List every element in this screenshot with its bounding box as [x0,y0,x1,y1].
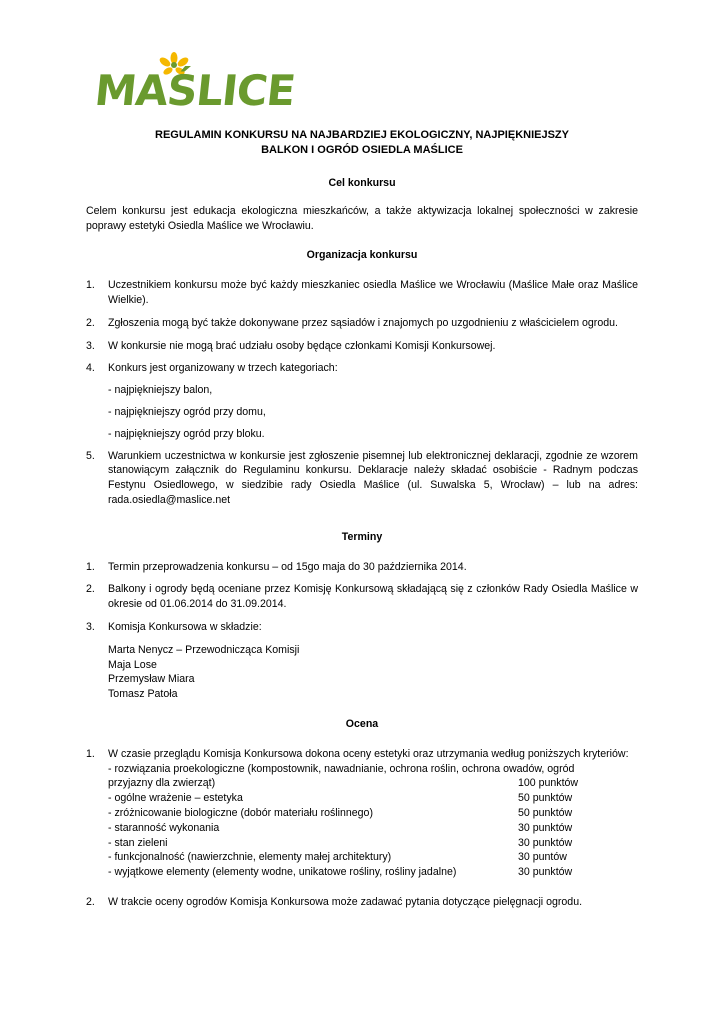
criterion-label: - wyjątkowe elementy (elementy wodne, unikatowe rośliny, rośliny jadalne) [108,866,457,879]
list-item-text: Warunkiem uczestnictwa w konkursie jest zgłoszenie pisemnej lub elektronicznej deklaracji, zgodnie ze wzorem stanowiącym załącznik do Regulaminu konkursu. Deklaracje należy składać osobiście - Radnym podczas Festynu Osiedlowego, w siedzibie rady Osiedla Maślice (ul. Suwalska 5, Wrocław) – lub na adres: rada.osiedla@maslice.net [108,449,638,506]
list-item [86,339,638,354]
criterion-points: 50 punktów [518,806,573,819]
criterion-label: - stan zieleni [108,836,168,849]
document-title-line2: BALKON I OGRÓD OSIEDLA MAŚLICE [261,144,463,156]
list-number: 2. [86,895,95,908]
criterion-label: - staranność wykonania [108,821,220,834]
list-item-text: W czasie przeglądu Komisja Konkursowa dokona oceny estetyki oraz utrzymania według poniższych kryteriów: [108,747,629,760]
criterion-points: 30 punktów [518,836,573,849]
criterion-points: 30 punktów [518,821,573,834]
list-item [86,361,638,441]
list-number: 1. [86,560,95,573]
list-item-text: W trakcie oceny ogrodów Komisja Konkursowa może zadawać pytania dotyczące pielęgnacji ogrodu. [108,895,583,908]
criterion-points: 50 punktów [518,792,573,805]
terminy-list [86,560,638,702]
criterion-label: - ogólne wrażenie – estetyka [108,792,243,805]
organizacja-list [86,278,638,508]
logo-text: MAŚLICE [92,66,298,115]
list-item-text: Komisja Konkursowa w składzie: [108,620,262,633]
criterion-line: - rozwiązania proekologiczne (kompostownik, nawadnianie, ochrona roślin, ochrona owadów, ogród [108,762,575,775]
list-item [86,582,638,612]
list-number: 4. [86,362,95,375]
section-heading-terminy: Terminy [341,530,383,543]
list-item-text: Termin przeprowadzenia konkursu – od 15go maja do 30 października 2014. [108,560,467,573]
criterion-points: 100 punktów [518,777,579,790]
list-item [86,895,638,910]
category-item: - najpiękniejszy ogród przy domu, [108,405,266,418]
criterion-row [108,821,638,836]
category-item: - najpiękniejszy ogród przy bloku. [108,427,265,440]
list-item-text: Balkony i ogrody będą oceniane przez Komisję Konkursową składającą się z członków Rady Osiedla Maślice w okresie od 01.06.2014 do 31.09.2014. [108,583,638,611]
list-item [86,278,638,308]
category-item: - najpiękniejszy balon, [108,384,213,397]
list-item [86,747,638,880]
member-name: Przemysław Miara [108,673,195,686]
list-item [86,560,638,575]
maslice-logo [92,52,298,124]
list-item-text: Zgłoszenia mogą być także dokonywane przez sąsiadów i znajomych po uzgodnieniu z właścicielem ogrodu. [108,316,618,329]
list-item [86,316,638,331]
criterion-row [108,806,638,821]
commission-members [108,643,638,702]
list-number: 2. [86,583,95,596]
list-item [86,449,638,508]
criterion-label: - zróżnicowanie biologiczne (dobór materiału roślinnego) [108,806,373,819]
list-number: 3. [86,620,95,633]
list-item-text: Konkurs jest organizowany w trzech kategoriach: [108,362,338,375]
document-title-line1: REGULAMIN KONKURSU NA NAJBARDZIEJ EKOLOGICZNY, NAJPIĘKNIEJSZY [155,129,569,141]
list-item-text: Uczestnikiem konkursu może być każdy mieszkaniec osiedla Maślice we Wrocławiu (Maślice Małe oraz Maślice Wielkie). [108,279,638,306]
criterion-label: przyjazny dla zwierząt) [108,777,216,790]
list-item-text: W konkursie nie mogą brać udziału osoby będące członkami Komisji Konkursowej. [108,339,496,352]
list-number: 2. [86,316,95,329]
member-name: Maja Lose [108,658,157,671]
ocena-list [86,747,638,910]
list-number: 1. [86,747,95,760]
member-name: Marta Nenycz – Przewodnicząca Komisji [108,643,300,656]
criterion-points: 30 puntów [518,851,567,864]
section-heading-ocena: Ocena [345,717,379,730]
list-number: 1. [86,279,95,292]
criterion-row [108,836,638,851]
criterion-label: - funkcjonalność (nawierzchnie, elementy małej architektury) [108,851,392,864]
cel-paragraph: Celem konkursu jest edukacja ekologiczna mieszkańców, a także aktywizacja lokalnej społeczności w zakresie poprawy estetyki Osiedla Maślice we Wrocławiu. [86,204,638,232]
section-heading-organizacja: Organizacja konkursu [306,249,418,262]
criterion-row [108,850,638,865]
criterion-row [108,865,638,880]
criterion-row [108,776,638,791]
criterion-row [108,791,638,806]
list-item [86,620,638,702]
list-number: 5. [86,449,95,462]
member-name: Tomasz Patoła [108,688,178,701]
section-heading-cel: Cel konkursu [328,177,396,189]
list-number: 3. [86,339,95,352]
document-body [86,128,638,910]
criterion-points: 30 punktów [518,866,573,879]
